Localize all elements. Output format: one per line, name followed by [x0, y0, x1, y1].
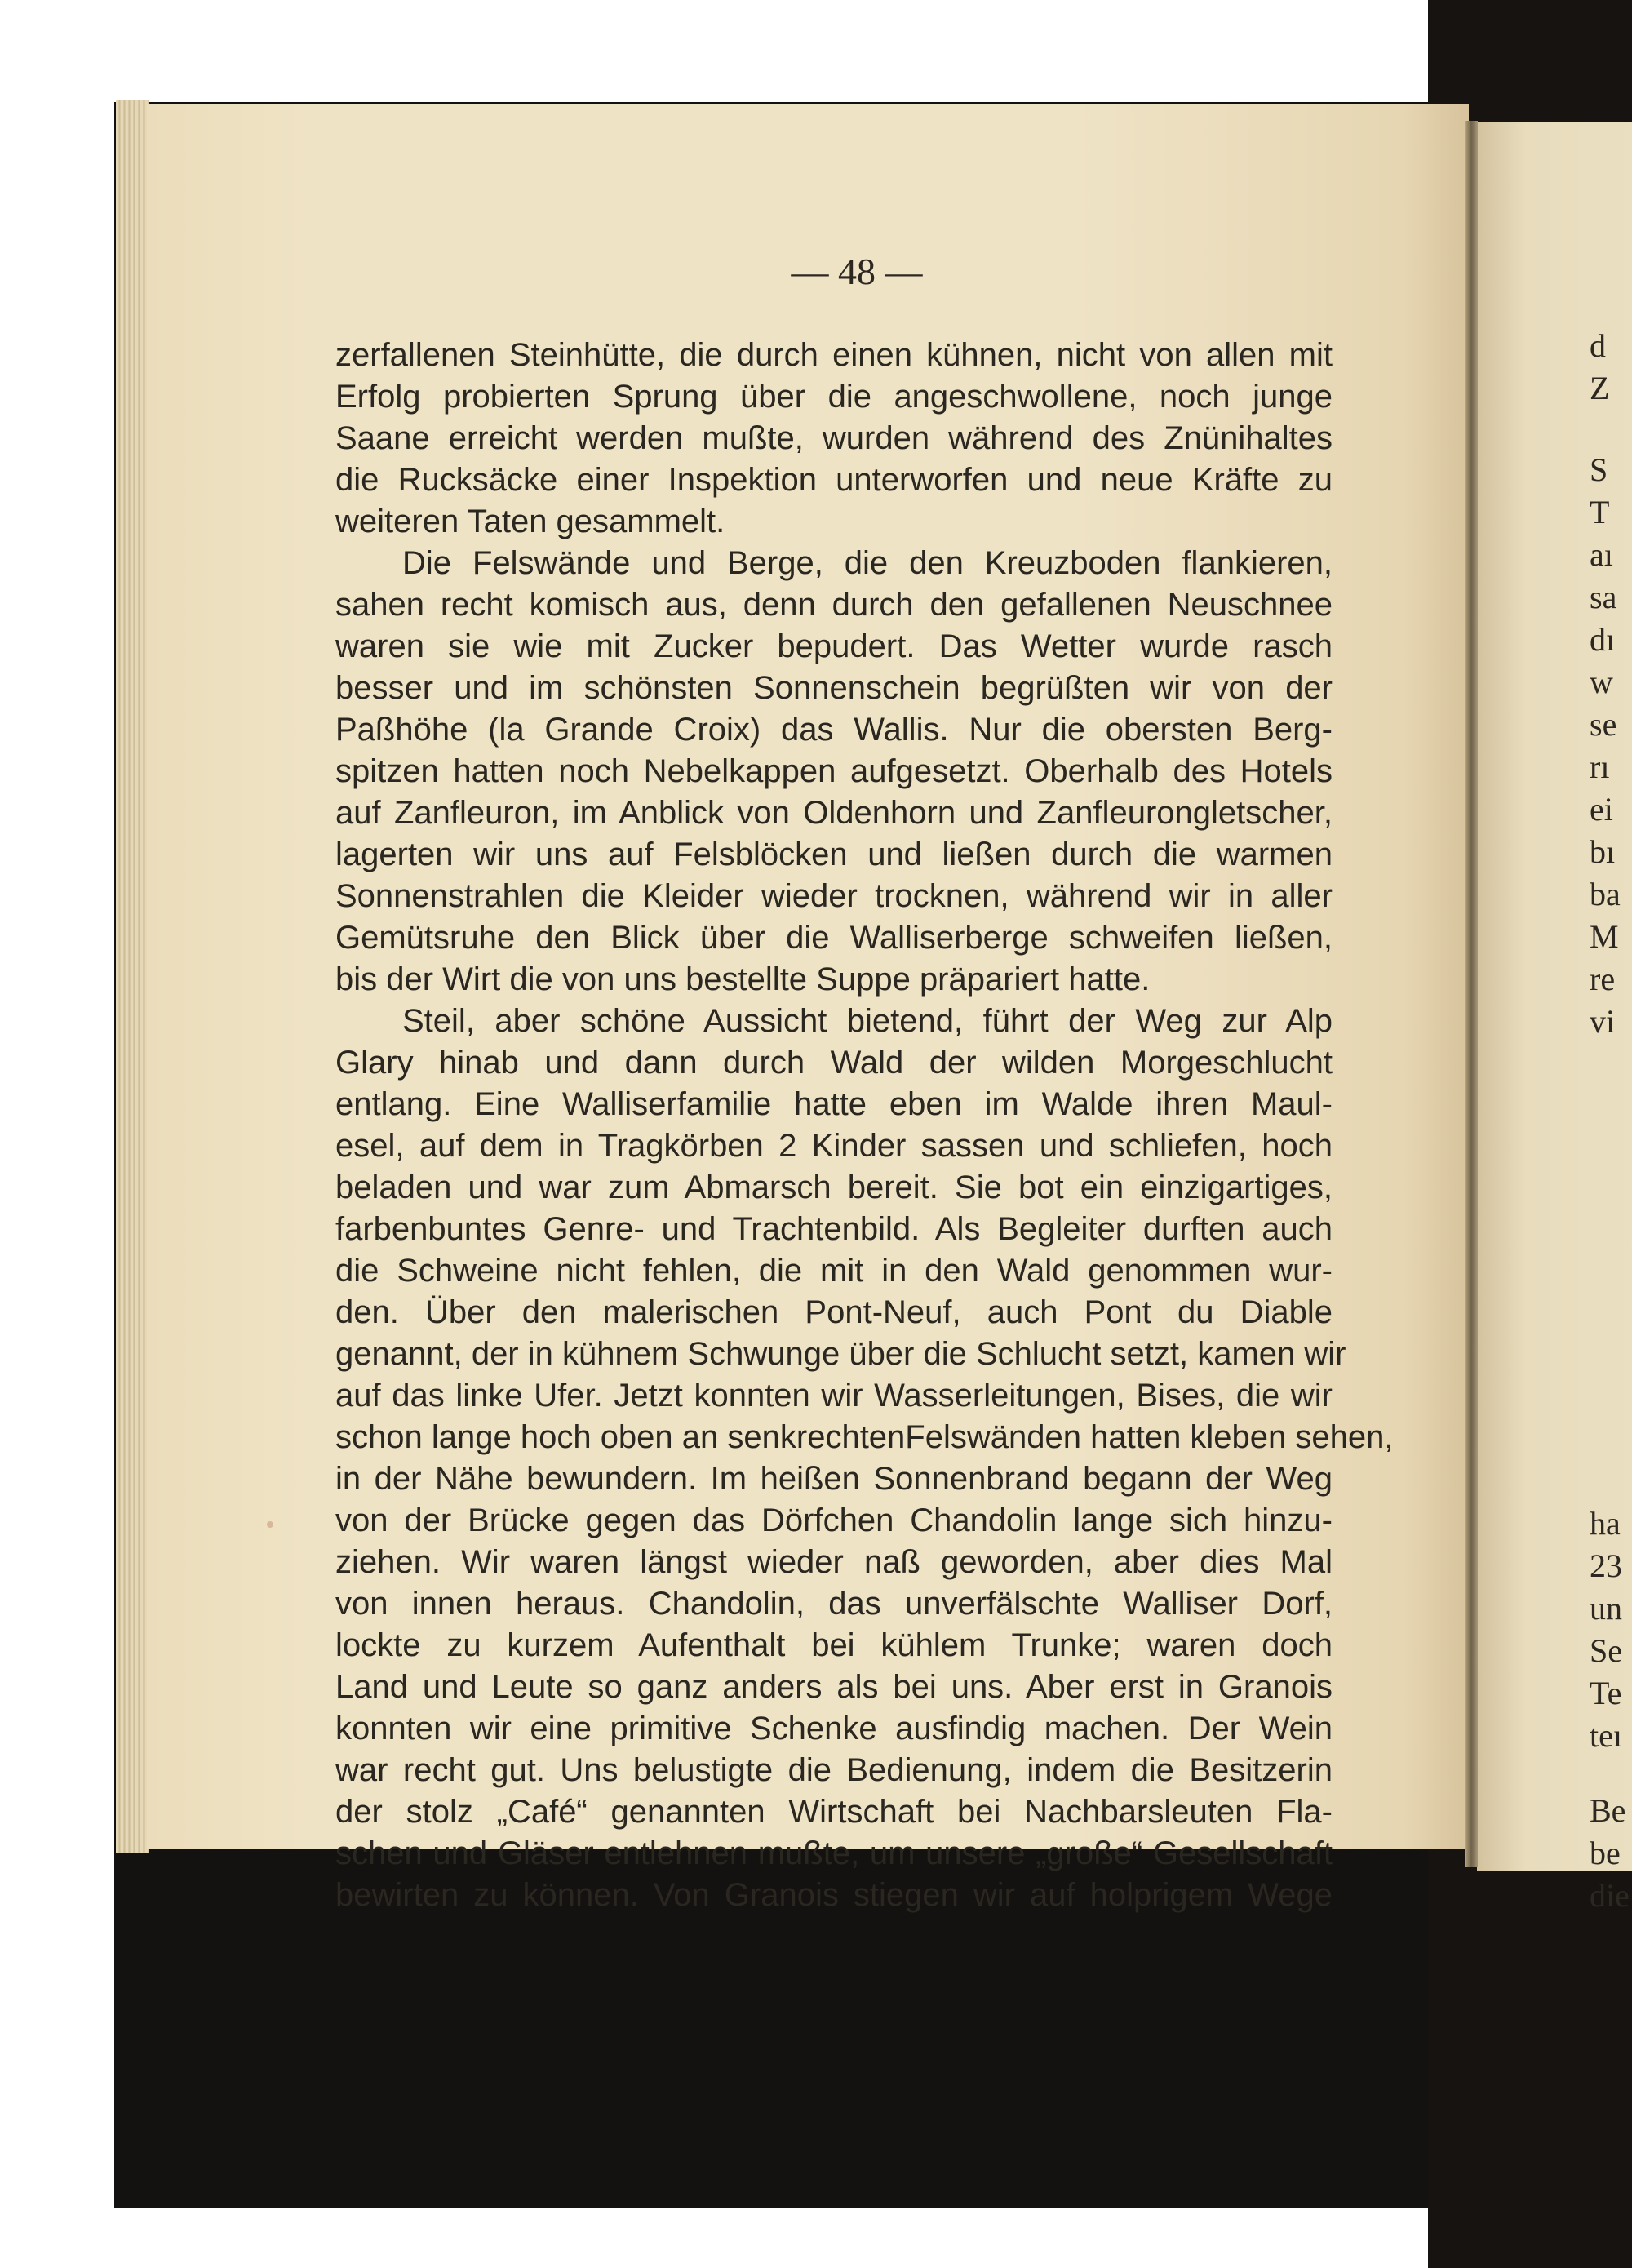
- background: [0, 2208, 1632, 2268]
- right-page-fragment: Z: [1590, 370, 1610, 406]
- text-line: Erfolg probierten Sprung über die angeschwollene, noch junge: [335, 379, 1333, 415]
- right-page-fragment: dı: [1590, 621, 1616, 658]
- right-page-fragment: un: [1590, 1590, 1622, 1627]
- right-page-fragment: vi: [1590, 1003, 1616, 1040]
- text-line: die Schweine nicht fehlen, die mit in den Wald genommen wur-: [335, 1253, 1333, 1289]
- text-line: Sonnenstrahlen die Kleider wieder trocknen, während wir in aller: [335, 878, 1333, 914]
- right-page-fragment: T: [1590, 494, 1610, 530]
- right-page-fragment: ei: [1590, 791, 1613, 828]
- text-line: von innen heraus. Chandolin, das unverfälschte Walliser Dorf,: [335, 1586, 1333, 1622]
- right-page-fragment: ba: [1590, 876, 1621, 912]
- book-gutter: [1465, 121, 1478, 1867]
- text-line: lagerten wir uns auf Felsblöcken und ließen durch die warmen: [335, 837, 1333, 872]
- right-page-fragment: sa: [1590, 579, 1617, 615]
- text-line: der stolz „Café“ genannten Wirtschaft bei Nachbarsleuten Fla-: [335, 1794, 1333, 1830]
- paper-spot: [267, 1521, 273, 1528]
- text-line: schon lange hoch oben an senkrechtenFelswänden hatten kleben sehen,: [335, 1419, 1394, 1455]
- page-stack-edge: [116, 100, 149, 1853]
- text-line: farbenbuntes Genre- und Trachtenbild. Als Begleiter durften auch: [335, 1211, 1333, 1247]
- text-line: auf das linke Ufer. Jetzt konnten wir Wasserleitungen, Bises, die wir: [335, 1378, 1333, 1414]
- text-line: Saane erreicht werden mußte, wurden während des Znünihaltes: [335, 420, 1333, 456]
- body-text: [335, 335, 1394, 1916]
- text-line: Steil, aber schöne Aussicht bietend, führt der Weg zur Alp: [402, 1003, 1333, 1039]
- paragraph: [335, 335, 1333, 543]
- right-page-fragment: 23: [1590, 1547, 1622, 1584]
- text-line: Glary hinab und dann durch Wald der wilden Morgeschlucht: [335, 1045, 1333, 1081]
- text-line: die Rucksäcke einer Inspektion unterworfen und neue Kräfte zu: [335, 462, 1333, 498]
- text-line: weiteren Taten gesammelt.: [335, 504, 725, 539]
- right-page-fragment: die: [1590, 1877, 1630, 1914]
- right-page-fragment: S: [1590, 451, 1608, 488]
- right-page-fragment: Se: [1590, 1632, 1622, 1669]
- text-line: spitzen hatten noch Nebelkappen aufgesetzt. Oberhalb des Hotels: [335, 753, 1333, 789]
- text-line: konnten wir eine primitive Schenke ausfindig machen. Der Wein: [335, 1711, 1333, 1746]
- right-page-fragment: ha: [1590, 1505, 1621, 1542]
- text-line: den. Über den malerischen Pont-Neuf, auch Pont du Diable: [335, 1294, 1333, 1330]
- text-line: ziehen. Wir waren längst wieder naß geworden, aber dies Mal: [335, 1544, 1333, 1580]
- text-line: bewirten zu können. Von Granois stiegen wir auf holprigem Wege: [335, 1877, 1333, 1913]
- text-line: bis der Wirt die von uns bestellte Suppe präpariert hatte.: [335, 961, 1151, 997]
- text-line: lockte zu kurzem Aufenthalt bei kühlem Trunke; waren doch: [335, 1627, 1333, 1663]
- text-line: sahen recht komisch aus, denn durch den gefallenen Neuschnee: [335, 587, 1333, 623]
- right-page-fragment: aı: [1590, 536, 1613, 573]
- right-page-fragment: Be: [1590, 1792, 1626, 1829]
- right-page-fragment: Te: [1590, 1675, 1622, 1711]
- text-line: besser und im schönsten Sonnenschein begrüßten wir von der: [335, 670, 1333, 706]
- paragraph: [335, 1001, 1394, 1916]
- text-line: esel, auf dem in Tragkörben 2 Kinder sassen und schliefen, hoch: [335, 1128, 1333, 1164]
- right-page-fragment: rı: [1590, 748, 1610, 785]
- right-page-fragment: w: [1590, 664, 1613, 700]
- text-line: von der Brücke gegen das Dörfchen Chandolin lange sich hinzu-: [335, 1502, 1333, 1538]
- text-line: entlang. Eine Walliserfamilie hatte eben im Walde ihren Maul-: [335, 1086, 1333, 1122]
- text-line: zerfallenen Steinhütte, die durch einen kühnen, nicht von allen mit: [335, 337, 1333, 373]
- right-page-fragments: [1590, 0, 1632, 2268]
- text-line: schen und Gläser entlehnen mußte, um unsere „große“ Gesellschaft: [335, 1835, 1333, 1871]
- right-page-fragment: se: [1590, 706, 1617, 743]
- right-page-fragment: d: [1590, 327, 1606, 364]
- background: [0, 0, 114, 2268]
- right-page-fragment: teı: [1590, 1717, 1622, 1754]
- text-line: Paßhöhe (la Grande Croix) das Wallis. Nur die obersten Berg-: [335, 712, 1333, 748]
- text-line: in der Nähe bewundern. Im heißen Sonnenbrand begann der Weg: [335, 1461, 1333, 1497]
- page-number: — 48 —: [791, 251, 923, 292]
- text-line: Die Felswände und Berge, die den Kreuzboden flankieren,: [402, 545, 1333, 581]
- background: [0, 0, 1632, 102]
- text-line: genannt, der in kühnem Schwunge über die Schlucht setzt, kamen wir: [335, 1336, 1346, 1372]
- right-page-fragment: re: [1590, 961, 1616, 997]
- right-page-fragment: bı: [1590, 833, 1616, 870]
- text-line: waren sie wie mit Zucker bepudert. Das Wetter wurde rasch: [335, 628, 1333, 664]
- text-line: auf Zanfleuron, im Anblick von Oldenhorn und Zanfleurongletscher,: [335, 795, 1333, 831]
- right-page-fragment: M: [1590, 918, 1619, 955]
- text-line: Gemütsruhe den Blick über die Walliserberge schweifen ließen,: [335, 920, 1333, 956]
- text-line: war recht gut. Uns belustigte die Bedienung, indem die Besitzerin: [335, 1752, 1333, 1788]
- paragraph: [335, 543, 1333, 1001]
- text-line: beladen und war zum Abmarsch bereit. Sie bot ein einzigartiges,: [335, 1170, 1333, 1205]
- text-line: Land und Leute so ganz anders als bei uns. Aber erst in Granois: [335, 1669, 1333, 1705]
- right-page-fragment: be: [1590, 1835, 1621, 1871]
